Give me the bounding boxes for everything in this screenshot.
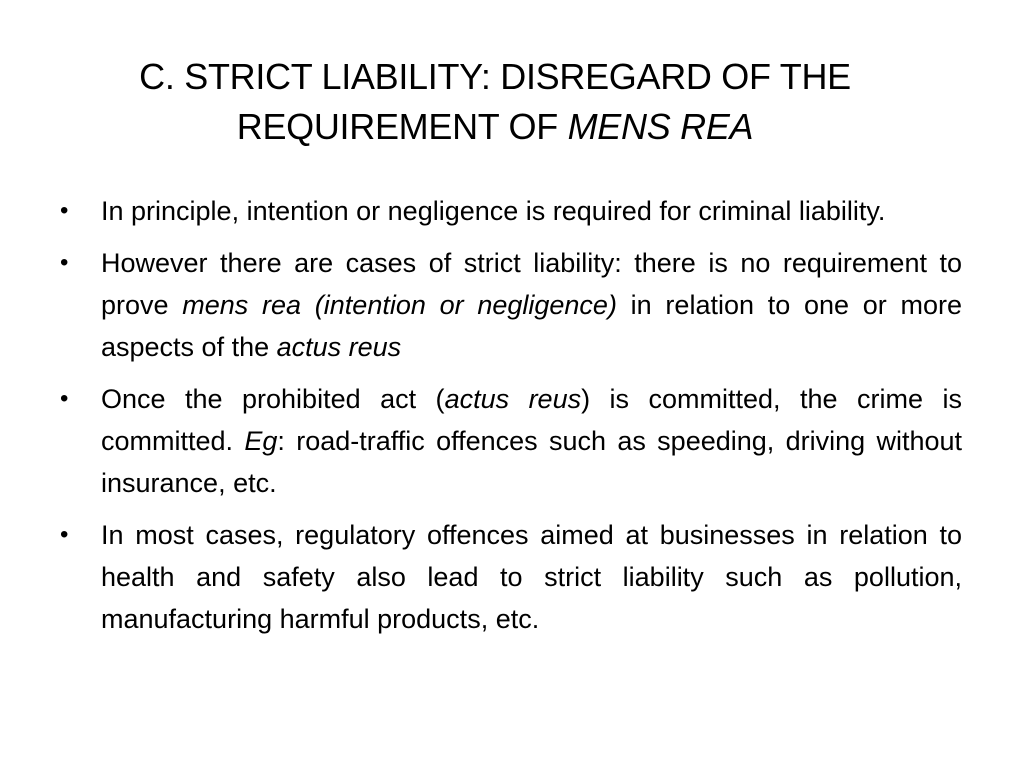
- slide-title: [100, 52, 890, 152]
- bullet-list: [60, 190, 962, 650]
- bullet-icon: •: [60, 197, 69, 224]
- bullet-item-4: [60, 514, 962, 640]
- title-line-2-text: REQUIREMENT OF: [236, 106, 568, 147]
- bullet-3-text-b: ) is committed, the crime is committed.: [101, 384, 963, 456]
- bullet-2-italic-b: actus reus: [276, 332, 402, 362]
- bullet-item-3: [60, 378, 962, 504]
- bullet-3-italic-b: Eg: [244, 426, 278, 456]
- bullet-2-text-b: in relation to one or more aspects of the: [101, 290, 963, 362]
- bullet-icon: •: [60, 521, 69, 548]
- bullet-3-text-a: Once the prohibited act (: [101, 384, 445, 414]
- bullet-text-4: [101, 514, 962, 640]
- bullet-text-2: [101, 242, 962, 368]
- bullet-item-1: [60, 190, 962, 232]
- bullet-2-italic-a: mens rea (intention or negligence): [182, 290, 617, 320]
- title-line-2: [100, 102, 890, 152]
- bullet-text-1: [101, 190, 962, 232]
- bullet-1-text: In principle, intention or negligence is required for criminal liability.: [101, 196, 886, 226]
- title-line-1: C. STRICT LIABILITY: DISREGARD OF THE: [139, 56, 851, 97]
- bullet-3-text-c: : road-traffic offences such as speeding, driving without insurance, etc.: [101, 426, 962, 498]
- bullet-2-text-a: However there are cases of strict liability: there is no requirement to prove: [101, 248, 962, 320]
- bullet-icon: •: [60, 249, 69, 276]
- title-mens-rea: MENS REA: [567, 106, 754, 147]
- bullet-item-2: [60, 242, 962, 368]
- bullet-icon: •: [60, 385, 69, 412]
- bullet-text-3: [101, 378, 962, 504]
- bullet-4-text: In most cases, regulatory offences aimed at businesses in relation to health and safety also lead to strict liability such as pollution, manufacturing harmful products, etc.: [101, 520, 962, 634]
- bullet-3-italic-a: actus reus: [444, 384, 582, 414]
